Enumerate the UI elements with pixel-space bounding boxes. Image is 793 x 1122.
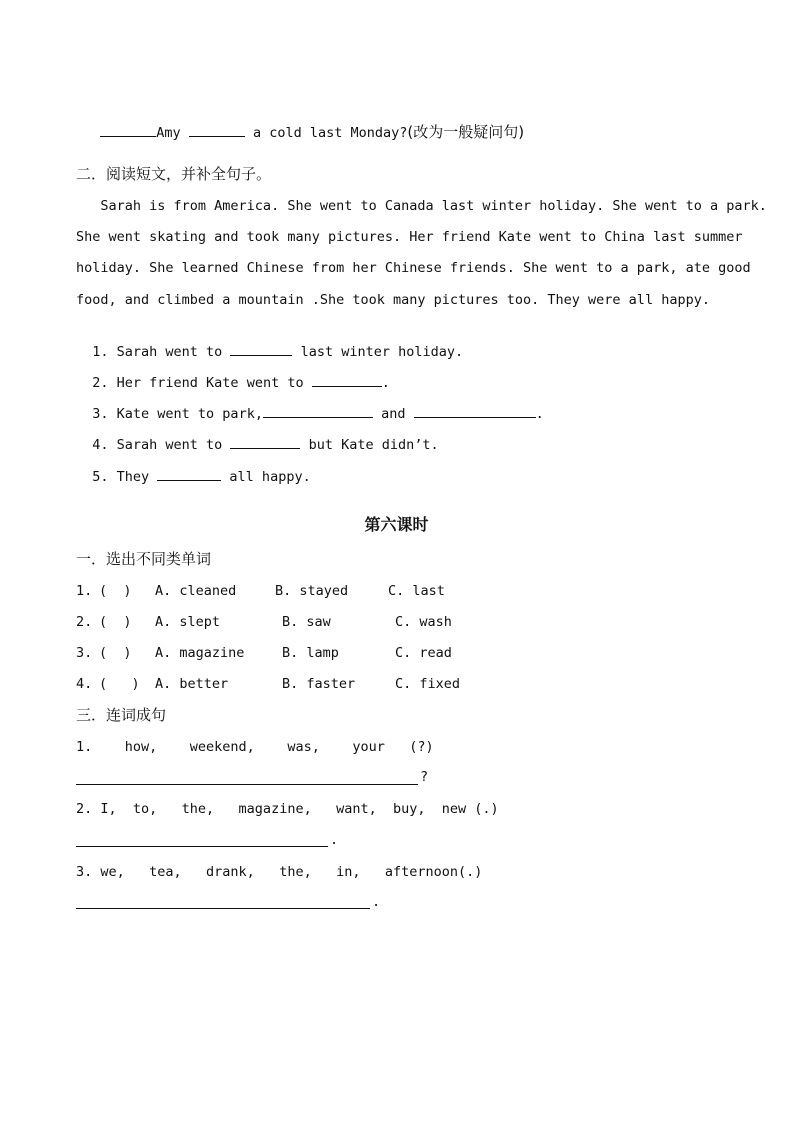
word-order-item: 1. how, weekend, was, your (?) bbox=[76, 739, 434, 755]
section2-heading: 二．阅读短文，并补全句子。 bbox=[76, 165, 272, 183]
answer-line bbox=[76, 784, 418, 785]
passage-line: food, and climbed a mountain .She took many pictures too. They were all happy. bbox=[76, 292, 710, 308]
fill-item-suffix: last winter holiday. bbox=[292, 344, 464, 360]
option-c: C. fixed bbox=[395, 676, 461, 692]
question-part-a: Amy bbox=[156, 125, 181, 141]
answer-paren: ( ) bbox=[99, 583, 132, 599]
answer-blank bbox=[157, 466, 221, 481]
fill-item-suffix: . bbox=[381, 375, 390, 391]
lesson-title: 第六课时 bbox=[364, 515, 429, 534]
answer-paren: ( ) bbox=[99, 614, 132, 630]
word-order-item: 2. I, to, the, magazine, want, buy, new (.) bbox=[76, 801, 499, 817]
row-number: 4. bbox=[76, 676, 93, 692]
answer-line-end: . bbox=[372, 894, 381, 910]
odd-one-out-heading: 一．选出不同类单词 bbox=[76, 550, 212, 568]
fill-item-prefix: 2. Her friend Kate went to bbox=[92, 375, 312, 391]
fill-item-prefix: 1. Sarah went to bbox=[92, 344, 231, 360]
question-top bbox=[84, 102, 524, 143]
answer-paren: ( ) bbox=[99, 676, 140, 692]
fill-item-prefix: 3. Kate went to park, bbox=[92, 406, 263, 422]
option-c: C. wash bbox=[395, 614, 452, 630]
question-instruction: (改为一般疑问句) bbox=[407, 123, 525, 141]
option-a: A. magazine bbox=[155, 645, 245, 661]
answer-line bbox=[76, 908, 370, 909]
passage-line: She went skating and took many pictures. Her friend Kate went to China last summer bbox=[76, 229, 743, 245]
fill-item-prefix: 5. They bbox=[92, 469, 158, 485]
row-number: 2. bbox=[76, 614, 93, 630]
option-b: B. stayed bbox=[275, 583, 349, 599]
option-c: C. last bbox=[388, 583, 445, 599]
answer-blank bbox=[189, 122, 245, 137]
answer-line bbox=[76, 846, 328, 847]
word-order-item: 3. we, tea, drank, the, in, afternoon(.) bbox=[76, 864, 483, 880]
passage-line: Sarah is from America. She went to Canada last winter holiday. She went to a park. bbox=[76, 198, 767, 214]
answer-line-end: ? bbox=[420, 769, 429, 785]
option-a: A. cleaned bbox=[155, 583, 237, 599]
answer-paren: ( ) bbox=[99, 645, 132, 661]
fill-item-suffix: but Kate didn’t. bbox=[300, 437, 439, 453]
option-a: A. slept bbox=[155, 614, 221, 630]
answer-blank bbox=[100, 122, 156, 137]
fill-item-suffix: all happy. bbox=[221, 469, 311, 485]
option-c: C. read bbox=[395, 645, 452, 661]
option-b: B. lamp bbox=[282, 645, 339, 661]
row-number: 1. bbox=[76, 583, 93, 599]
row-number: 3. bbox=[76, 645, 93, 661]
option-b: B. faster bbox=[282, 676, 356, 692]
word-order-heading: 三．连词成句 bbox=[76, 706, 167, 724]
fill-item-middle: and bbox=[372, 406, 414, 422]
fill-item-suffix: . bbox=[535, 406, 544, 422]
option-a: A. better bbox=[155, 676, 229, 692]
fill-item-prefix: 4. Sarah went to bbox=[92, 437, 231, 453]
question-part-b: a cold last Monday? bbox=[252, 125, 408, 141]
fill-item bbox=[76, 446, 311, 487]
passage-line: holiday. She learned Chinese from her Chinese friends. She went to a park, ate good bbox=[76, 260, 751, 276]
answer-line-end: . bbox=[330, 832, 339, 848]
option-b: B. saw bbox=[282, 614, 331, 630]
